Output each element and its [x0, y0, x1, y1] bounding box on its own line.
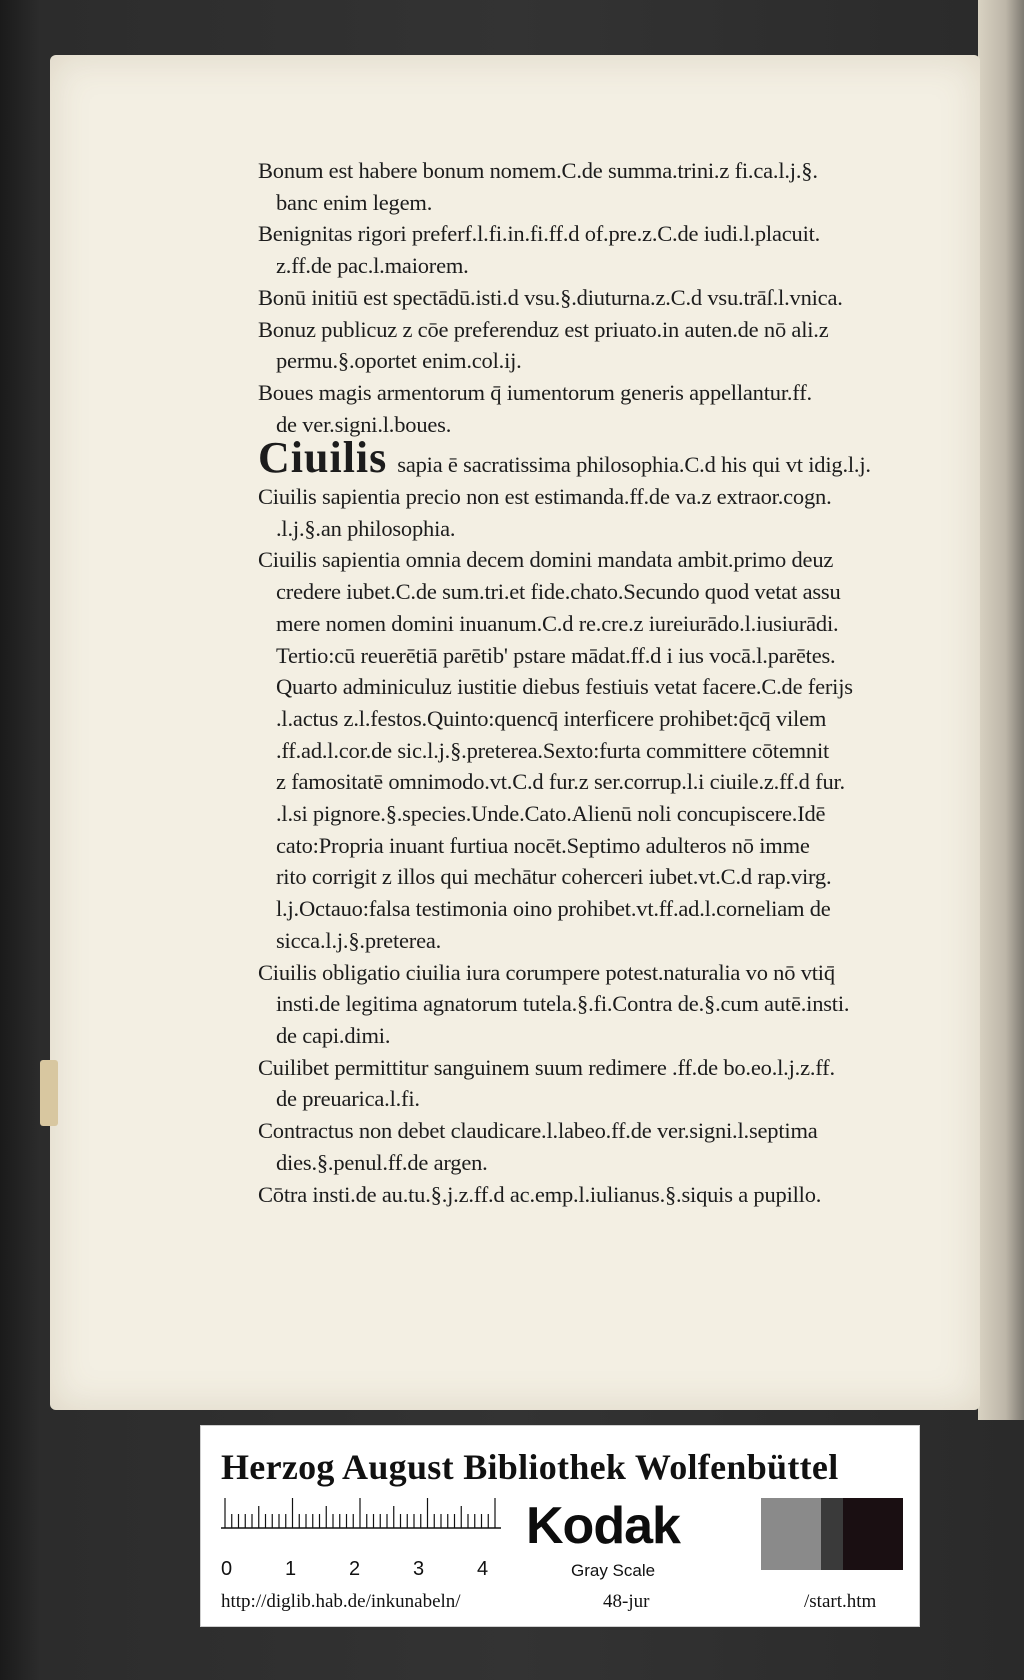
adjacent-page-edge [978, 0, 1024, 1420]
entry-continuation: z.ff.de pac.l.maiorem. [276, 253, 469, 279]
entry-continuation: .ff.ad.l.cor.de sic.l.j.§.preterea.Sexto:furta committere cōtemnit [276, 737, 830, 763]
entry-line: Ciuilis sapientia precio non est estimanda.ff.de va.z extraor.cogn. [258, 484, 832, 510]
entry-line: Ciuilis obligatio ciuilia iura corumpere potest.naturalia vo nō vtiq̄ [258, 959, 835, 985]
entry-continuation: dies.§.penul.ff.de argen. [276, 1149, 488, 1175]
entry-line: Boues magis armentorum q̄ iumentorum generis appellantur.ff. [258, 379, 812, 405]
entry [258, 1115, 908, 1178]
entry [258, 314, 908, 377]
entry-line: Cuilibet permittitur sanguinem suum redimere .ff.de bo.eo.l.j.z.ff. [258, 1054, 835, 1080]
library-title: Herzog August Bibliothek Wolfenbüttel [221, 1447, 839, 1487]
entry-continuation: insti.de legitima agnatorum tutela.§.fi.Contra de.§.cum autē.insti. [276, 991, 850, 1017]
entry-continuation: mere nomen domini inuanum.C.d re.cre.z iureiurādo.l.iusiurādi. [276, 610, 839, 636]
entry-continuation: rito corrigit z illos qui mechātur coherceri iubet.vt.C.d rap.virg. [276, 864, 832, 890]
entry-continuation: l.j.Octauo:falsa testimonia oino prohibet.vt.ff.ad.l.corneliam de [276, 896, 831, 922]
entry [258, 155, 908, 218]
entry [258, 957, 908, 1052]
entry [258, 544, 908, 956]
ruler-number: 2 [349, 1558, 361, 1580]
gray-swatch-2 [821, 1498, 843, 1570]
color-target-card [200, 1425, 920, 1627]
ruler-ticks [221, 1498, 511, 1558]
entry-continuation: credere iubet.C.de sum.tri.et fide.chato.Secundo quod vetat assu [276, 579, 841, 605]
entry-continuation: Tertio:cū reuerētiā parētib' pstare mādat.ff.d i ius vocā.l.parētes. [276, 642, 836, 668]
url-prefix: http://diglib.hab.de/inkunabeln/ [221, 1591, 461, 1612]
ruler-number: 1 [285, 1558, 297, 1580]
entry [258, 481, 908, 544]
ruler-number: 3 [413, 1558, 425, 1580]
page-text [258, 155, 908, 1210]
entry-line: Bonum est habere bonum nomem.C.de summa.trini.z fi.ca.l.j.§. [258, 158, 818, 183]
entry-continuation: de ver.signi.l.boues. [276, 411, 452, 437]
entry [258, 377, 908, 440]
shelfmark: 48-jur [603, 1591, 650, 1612]
entry-line: sapia ē sacratissima philosophia.C.d his qui vt idig.l.j. [397, 452, 871, 478]
entry-continuation: Quarto adminiculuz iustitie diebus festiuis vetat facere.C.de ferijs [276, 674, 853, 700]
gray-swatch-1 [761, 1498, 821, 1570]
entry [258, 282, 908, 314]
entry-line: Benignitas rigori preferf.l.fi.in.fi.ff.d of.pre.z.C.de iudi.l.placuit. [258, 221, 821, 247]
entry-continuation: permu.§.oportet enim.col.ij. [276, 348, 522, 374]
entry [258, 1052, 908, 1115]
entry-line: Contractus non debet claudicare.l.labeo.ff.de ver.signi.l.septima [258, 1118, 818, 1144]
entry-line: Ciuilis sapientia omnia decem domini mandata ambit.primo deuz [258, 547, 834, 573]
entry-continuation: sicca.l.j.§.preterea. [276, 927, 442, 953]
entry [258, 433, 908, 483]
entry-continuation: cato:Propria inuant furtiua nocēt.Septimo adulteros nō imme [276, 832, 810, 858]
entry [258, 1179, 908, 1211]
entry [258, 218, 908, 281]
paper-tab [40, 1060, 58, 1126]
entry-continuation: .l.j.§.an philosophia. [276, 515, 456, 541]
entry-continuation: de capi.dimi. [276, 1022, 391, 1048]
entry-continuation: de preuarica.l.fi. [276, 1086, 420, 1112]
entry-line: Bonū initiū est spectādū.isti.d vsu.§.diuturna.z.C.d vsu.trāſ.l.vnica. [258, 284, 843, 310]
entry-line: Bonuz publicuz z cōe preferenduz est priuato.in auten.de nō ali.z [258, 316, 829, 342]
url-suffix: /start.htm [804, 1591, 877, 1612]
entry-continuation: .l.actus z.l.festos.Quinto:quencq̄ interficere prohibet:q̄cq̄ vilem [276, 705, 827, 731]
brand-subtitle: Gray Scale [571, 1561, 656, 1580]
ruler-number: 0 [221, 1558, 233, 1580]
entry-continuation: banc enim legem. [276, 189, 433, 215]
entry-line: Cōtra insti.de au.tu.§.j.z.ff.d ac.emp.l.iulianus.§.siquis a pupillo. [258, 1181, 822, 1207]
entry-initial: Ciuilis [258, 433, 388, 483]
brand-logo: Kodak [526, 1497, 680, 1555]
ruler-number: 4 [477, 1558, 489, 1580]
gray-swatch-3 [843, 1498, 903, 1570]
entry-continuation: z famositatē omnimodo.vt.C.d fur.z ser.corrup.l.i ciuile.z.ff.d fur. [276, 769, 845, 795]
entry-continuation: .l.si pignore.§.species.Unde.Cato.Alienū noli concupiscere.Idē [276, 801, 826, 827]
